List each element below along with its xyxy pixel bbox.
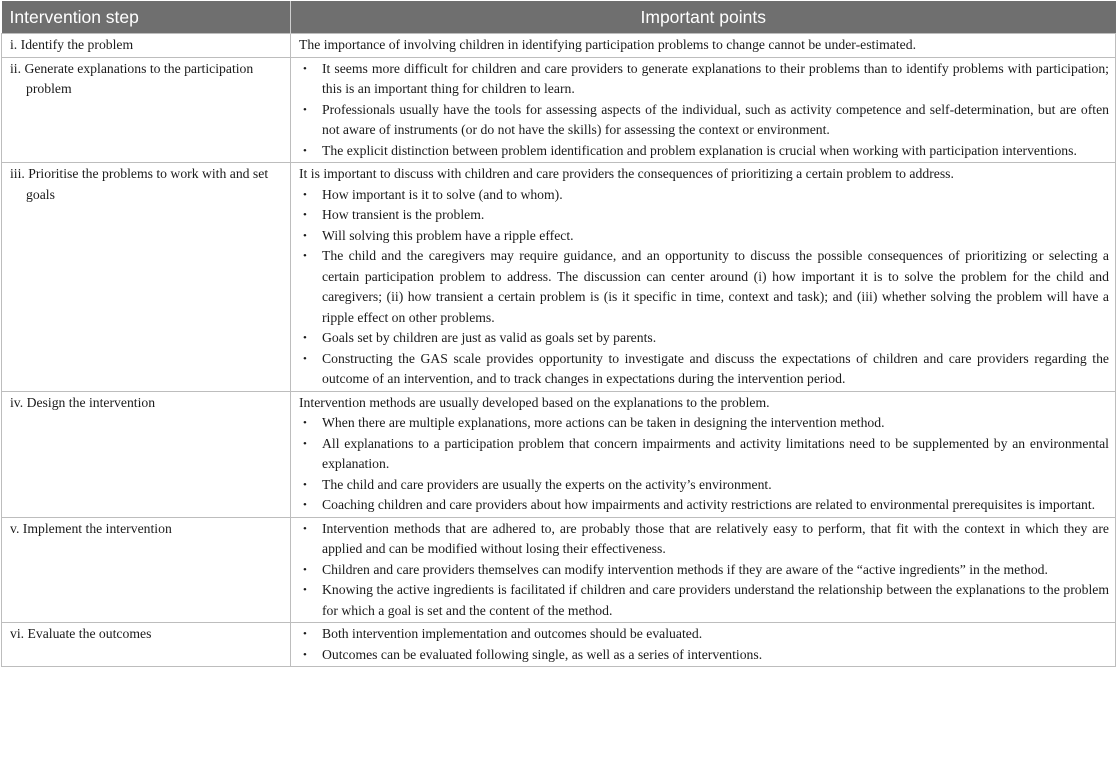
important-point-item: • The child and care providers are usually the experts on the activity’s environment. <box>299 475 1109 496</box>
intervention-step-cell <box>2 163 291 392</box>
important-point-item: • The explicit distinction between problem identification and problem explanation is crucial when working with participation interventions. <box>299 141 1109 162</box>
important-point-item: • Outcomes can be evaluated following single, as well as a series of interventions. <box>299 645 1109 666</box>
important-points-list <box>299 519 1109 622</box>
table-row <box>2 34 1116 58</box>
important-points-list <box>299 624 1109 665</box>
important-points-list <box>299 413 1109 516</box>
important-points-cell <box>291 391 1116 517</box>
important-points-cell <box>291 517 1116 623</box>
important-point-item: • How transient is the problem. <box>299 205 1109 226</box>
table-row <box>2 163 1116 392</box>
important-point-item: • When there are multiple explanations, more actions can be taken in designing the intervention method. <box>299 413 1109 434</box>
important-point-item: • Coaching children and care providers about how impairments and activity restrictions are related to environmental prerequisites is important. <box>299 495 1109 516</box>
table-row <box>2 623 1116 667</box>
column-header-important-points: Important points <box>291 1 1116 34</box>
important-point-item: • Both intervention implementation and outcomes should be evaluated. <box>299 624 1109 645</box>
important-point-item: • All explanations to a participation problem that concern impairments and activity limitations need to be supplemented by an environmental explanation. <box>299 434 1109 475</box>
table-body <box>2 34 1116 667</box>
important-point-item: • The child and the caregivers may require guidance, and an opportunity to discuss the possible consequences of prioritizing or selecting a certain participation problem to address. The discussion can center around (i) how important it is to solve the problem for the child and caregivers; (ii) how transient a certain problem is (is it specific in time, context and task); and (iii) whether solving the problem will have a ripple effect on other problems. <box>299 246 1109 328</box>
table-row <box>2 57 1116 163</box>
intervention-step-label: v. Implement the intervention <box>10 520 172 536</box>
important-point-item: • Will solving this problem have a ripple effect. <box>299 226 1109 247</box>
intervention-step-label: i. Identify the problem <box>10 37 134 52</box>
intervention-step-cell <box>2 517 291 623</box>
important-point-item: • Constructing the GAS scale provides opportunity to investigate and discuss the expectations of children and care providers regarding the outcome of an intervention, and to track changes in expectations during the intervention period. <box>299 349 1109 390</box>
intervention-table <box>1 1 1116 667</box>
intervention-step-label: vi. Evaluate the outcomes <box>10 626 152 641</box>
important-points-intro: The importance of involving children in identifying participation problems to change cannot be under-estimated. <box>299 37 916 52</box>
important-points-cell <box>291 34 1116 58</box>
column-header-intervention-step: Intervention step <box>2 1 291 34</box>
important-points-intro: Intervention methods are usually developed based on the explanations to the problem. <box>299 394 770 410</box>
important-points-cell <box>291 57 1116 163</box>
important-points-list <box>299 59 1109 162</box>
intervention-step-label: iv. Design the intervention <box>10 394 156 410</box>
important-points-cell <box>291 163 1116 392</box>
important-points-intro: It is important to discuss with children and care providers the consequences of prioritizing a certain problem to address. <box>299 166 954 181</box>
intervention-step-label: ii. Generate explanations to the participation problem <box>10 60 254 96</box>
important-point-item: • Professionals usually have the tools for assessing aspects of the individual, such as activity competence and self-determination, but are often not aware of instruments (or do not have the skills) for assessing the context or environment. <box>299 100 1109 141</box>
intervention-step-cell <box>2 34 291 58</box>
important-point-item: • How important is it to solve (and to whom). <box>299 185 1109 206</box>
important-points-cell <box>291 623 1116 667</box>
table-row <box>2 391 1116 517</box>
table-row <box>2 517 1116 623</box>
important-point-item: • Goals set by children are just as valid as goals set by parents. <box>299 328 1109 349</box>
intervention-step-cell <box>2 623 291 667</box>
intervention-step-cell <box>2 391 291 517</box>
intervention-step-cell <box>2 57 291 163</box>
important-point-item: • Intervention methods that are adhered to, are probably those that are relatively easy to perform, that fit with the context in which they are applied and can be modified without losing their effectiveness. <box>299 519 1109 560</box>
important-points-list <box>299 185 1109 390</box>
table-header-row <box>2 1 1116 34</box>
intervention-step-label: iii. Prioritise the problems to work with and set goals <box>10 166 269 202</box>
important-point-item: • Children and care providers themselves can modify intervention methods if they are aware of the “active ingredients” in the method. <box>299 560 1109 581</box>
important-point-item: • It seems more difficult for children and care providers to generate explanations to their problems than to identify problems with participation; this is an important thing for children to learn. <box>299 59 1109 100</box>
important-point-item: • Knowing the active ingredients is facilitated if children and care providers understand the relationship between the explanations to the problem for which a goal is set and the content of the method. <box>299 580 1109 621</box>
